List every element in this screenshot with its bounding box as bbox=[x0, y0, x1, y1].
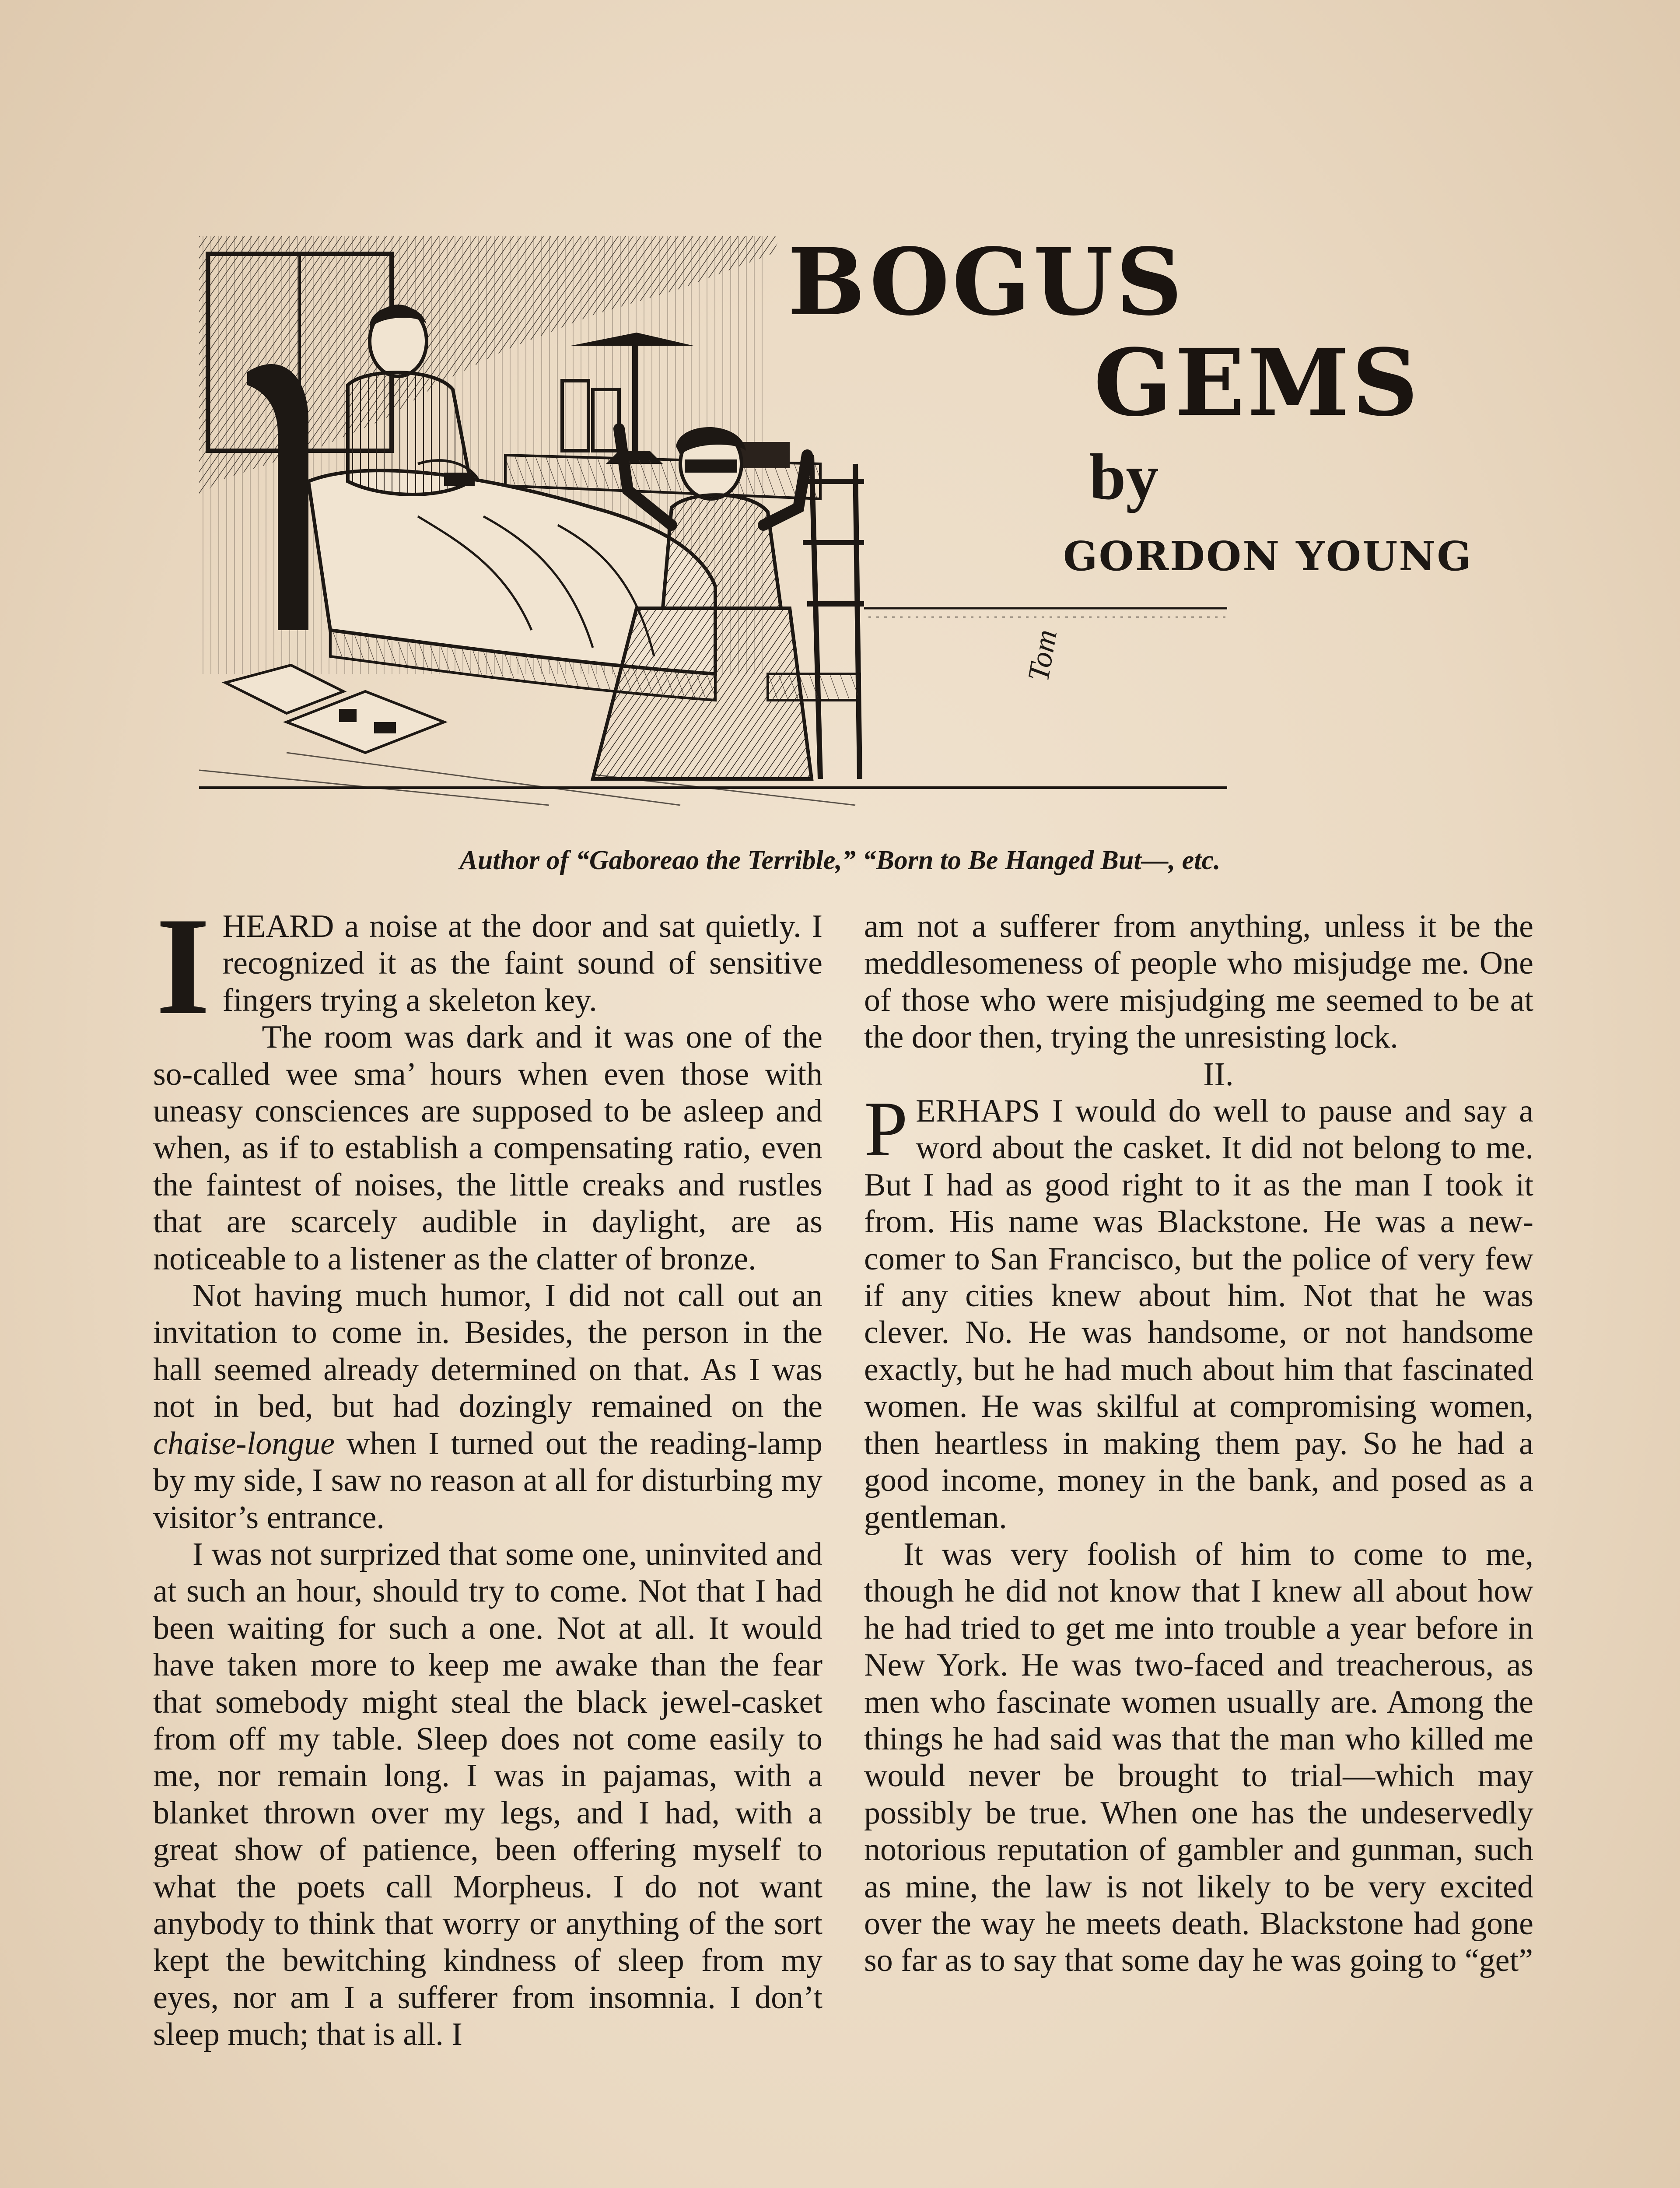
artist-signature: Tom bbox=[1021, 627, 1064, 684]
paragraph-2: The room was dark and it was one of the so-called wee sma’ hours when even those with uneasy consciences are supposed to be asleep and when, as if to establish a compensating ratio, even the faintest of noises, the little creaks and rustles that are scarcely audible in daylight, are as noticeable to a listener as the clatter of bronze. bbox=[153, 1019, 822, 1277]
author-name: GORDON YOUNG bbox=[1063, 533, 1473, 580]
paragraph-3-part-b: when I turned out the reading-lamp by my side, I saw no reason at all for disturbing my visitor’s entrance. bbox=[153, 1425, 822, 1536]
drop-cap-p: P bbox=[864, 1085, 908, 1173]
section-heading: II. bbox=[1203, 1055, 1234, 1093]
paragraph-section-2-1 bbox=[864, 1085, 1533, 1536]
story-title-line-2: GEMS bbox=[1094, 329, 1421, 437]
paragraph-3-part-a: Not having much humor, I did not call out an invitation to come in. Besides, the person in the hall seemed already determined on that. As I was not in bed, but had dozingly remained on the bbox=[153, 1278, 822, 1425]
paragraph-section-2-1-text: ERHAPS I would do well to pause and say a word about the casket. It did not belong to me. But I had as good right to it as the man I took it from. His name was Blackstone. He was a newcomer to San Francisco, but the police of very few if any cities knew about him. Not that he was clever. No. He was handsome, or not handsome exactly, but he had much about him that fascinated women. He was skilful at compromising women, then heartless in making them pay. So he had a good income, money in the bank, and posed as a gentleman. bbox=[864, 1093, 1533, 1536]
paragraph-4: I was not surprized that some one, uninvited and at such an hour, should try to come. Not that I had been waiting for such a one. Not at all. It would have taken more to keep me awake than the fear that somebody might steal the black jewel-casket from off my table. Sleep does not come easily to me, nor remain long. I was in pajamas, with a blanket thrown over my legs, and I had, with a great show of patience, been offering myself to what the poets call Morpheus. I do not want anybody to think that worry or anything of the sort kept the bewitching kindness of sleep from my eyes, nor am I a sufferer from insomnia. I don’t sleep much; that is all. I bbox=[153, 1536, 822, 2053]
left-text-column bbox=[153, 889, 822, 2188]
story-title-line-1: BOGUS bbox=[788, 228, 1185, 336]
paragraph-section-2-2: It was very foolish of him to come to me, though he did not know that I knew all about how he had tried to get me into trouble a year before in New York. He was two-faced and treacherous, as men who fascinate women usually are. Among the things he had said was that the man who killed me would never be brought to trial—which may possibly be true. When one has the undeservedly notorious reputation of gambler and gunman, such as mine, the law is not likely to be very excited over the way he meets death. Blackstone had gone so far as to say that some day he was going to “get” bbox=[864, 1536, 1533, 1979]
paragraph-continued: am not a sufferer from anything, unless it be the meddlesomeness of people who misjudge me. One of those who were misjudging me seemed to be at the door then, trying the unresisting lock. bbox=[864, 908, 1533, 1055]
paragraph-3 bbox=[153, 1277, 822, 1536]
author-credits-caption: Author of “Gaboreao the Terrible,” “Born to Be Hanged But—, etc. bbox=[459, 845, 1221, 875]
byline-by: by bbox=[1089, 441, 1159, 513]
paragraph-1 bbox=[153, 889, 822, 1044]
italic-chaise-longue: chaise-longue bbox=[153, 1425, 335, 1462]
paragraph-1-text: HEARD a noise at the door and sat quietly. I recognized it as the faint sound of sensitive fingers trying a skeleton key. bbox=[222, 908, 822, 1018]
right-text-column bbox=[864, 908, 1533, 2188]
drop-cap-i: I bbox=[156, 889, 210, 1044]
